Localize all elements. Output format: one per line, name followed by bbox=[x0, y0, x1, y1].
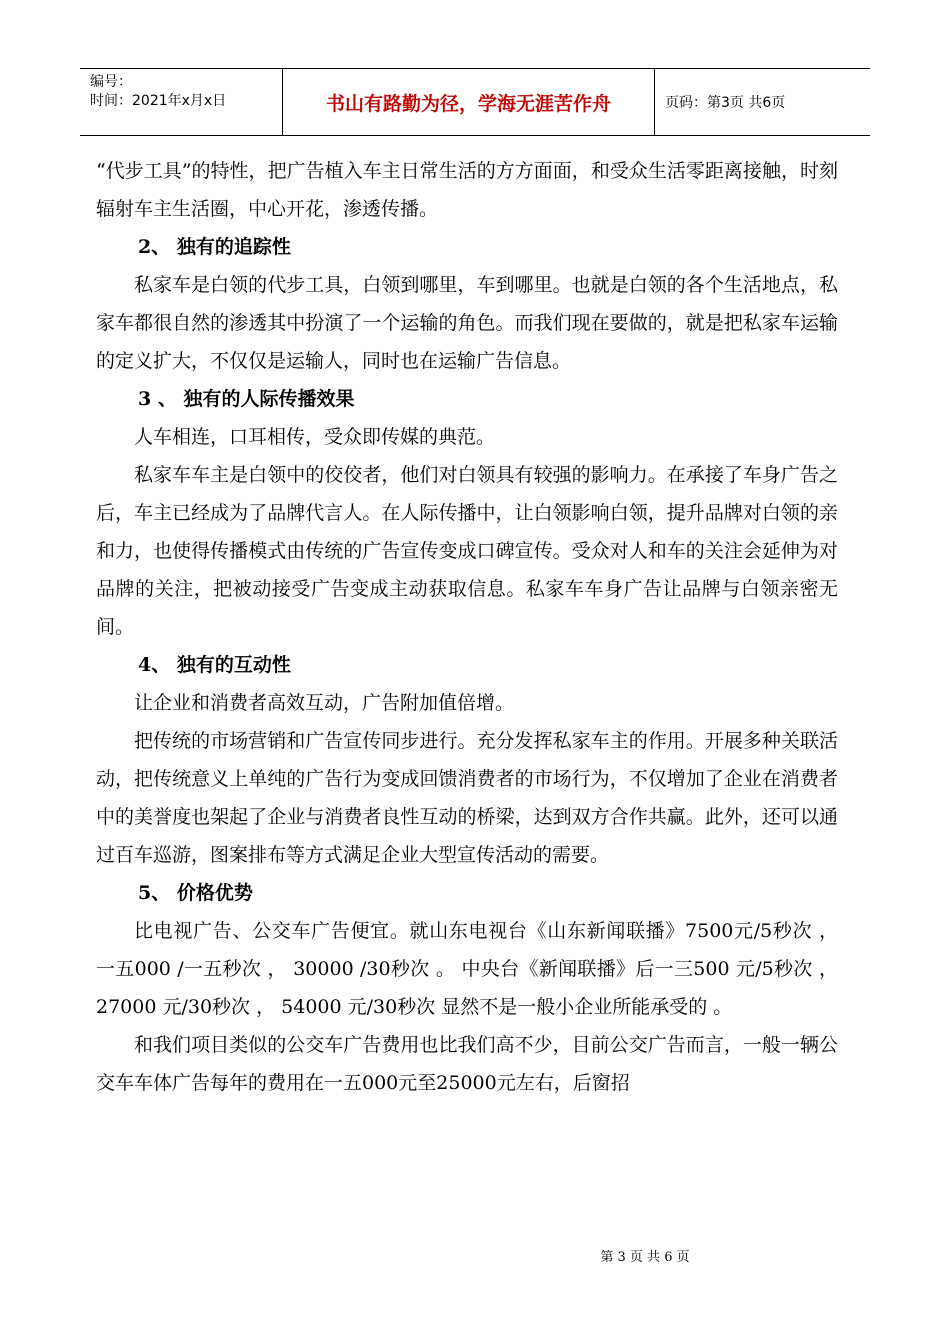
paragraph: 和我们项目类似的公交车广告费用也比我们高不少，目前公交广告而言，一般一辆公交车车体广告每年的费用在一五000元至25000元左右，后窗招 bbox=[96, 1034, 838, 1094]
header-meta bbox=[80, 69, 283, 135]
paragraph: 私家车是白领的代步工具，白领到哪里，车到哪里。也就是白领的各个生活地点，私家车都很自然的渗透其中扮演了一个运输的角色。而我们现在要做的，就是把私家车运输的定义扩大，不仅仅是运输人，同时也在运输广告信息。 bbox=[96, 274, 838, 372]
section-heading: 4、 独有的互动性 bbox=[138, 654, 291, 676]
section-heading: 2、 独有的追踪性 bbox=[138, 236, 291, 258]
date-label: 时间：2021年x月x日 bbox=[90, 93, 227, 109]
paragraph: “代步工具”的特性，把广告植入车主日常生活的方方面面，和受众生活零距离接触，时刻辐射车主生活圈，中心开花，渗透传播。 bbox=[96, 160, 838, 220]
page-number-label: 页码：第3页 共6页 bbox=[665, 95, 786, 111]
doc-number-label: 编号： bbox=[90, 74, 132, 90]
footer-page-number: 第 3 页 共 6 页 bbox=[600, 1250, 690, 1265]
paragraph: 把传统的市场营销和广告宣传同步进行。充分发挥私家车主的作用。开展多种关联活动，把传统意义上单纯的广告行为变成回馈消费者的市场行为，不仅增加了企业在消费者中的美誉度也架起了企业与消费者良性互动的桥梁，达到双方合作共赢。此外，还可以通过百车巡游，图案排布等方式满足企业大型宣传活动的需要。 bbox=[96, 730, 838, 866]
slogan: 书山有路勤为径，学海无涯苦作舟 bbox=[325, 92, 611, 115]
paragraph: 让企业和消费者高效互动，广告附加值倍增。 bbox=[134, 692, 515, 714]
header-page-cell bbox=[655, 69, 870, 135]
page-footer bbox=[0, 1246, 950, 1265]
paragraph: 人车相连，口耳相传，受众即传媒的典范。 bbox=[134, 426, 496, 448]
document-body bbox=[96, 152, 838, 1102]
section-heading: 3 、 独有的人际传播效果 bbox=[138, 388, 355, 410]
page-header bbox=[80, 68, 870, 136]
paragraph: 私家车车主是白领中的佼佼者，他们对白领具有较强的影响力。在承接了车身广告之后，车主已经成为了品牌代言人。在人际传播中，让白领影响白领，提升品牌对白领的亲和力，也使得传播模式由传统的广告宣传变成口碑宣传。受众对人和车的关注会延伸为对品牌的关注，把被动接受广告变成主动获取信息。私家车车身广告让品牌与白领亲密无间。 bbox=[96, 464, 838, 638]
paragraph: 比电视广告、公交车广告便宜。就山东电视台《山东新闻联播》7500元/5秒次 ， 一五000 /一五秒次 ， 30000 /30秒次 。 中央台《新闻联播》后一三500 元/5秒次 ， 27000 元/30秒次 ， 54000 元/30秒次 显然不是一般小企业所能承受的 。 bbox=[96, 920, 838, 1018]
section-heading: 5、 价格优势 bbox=[138, 882, 253, 904]
header-slogan-cell bbox=[283, 69, 655, 135]
